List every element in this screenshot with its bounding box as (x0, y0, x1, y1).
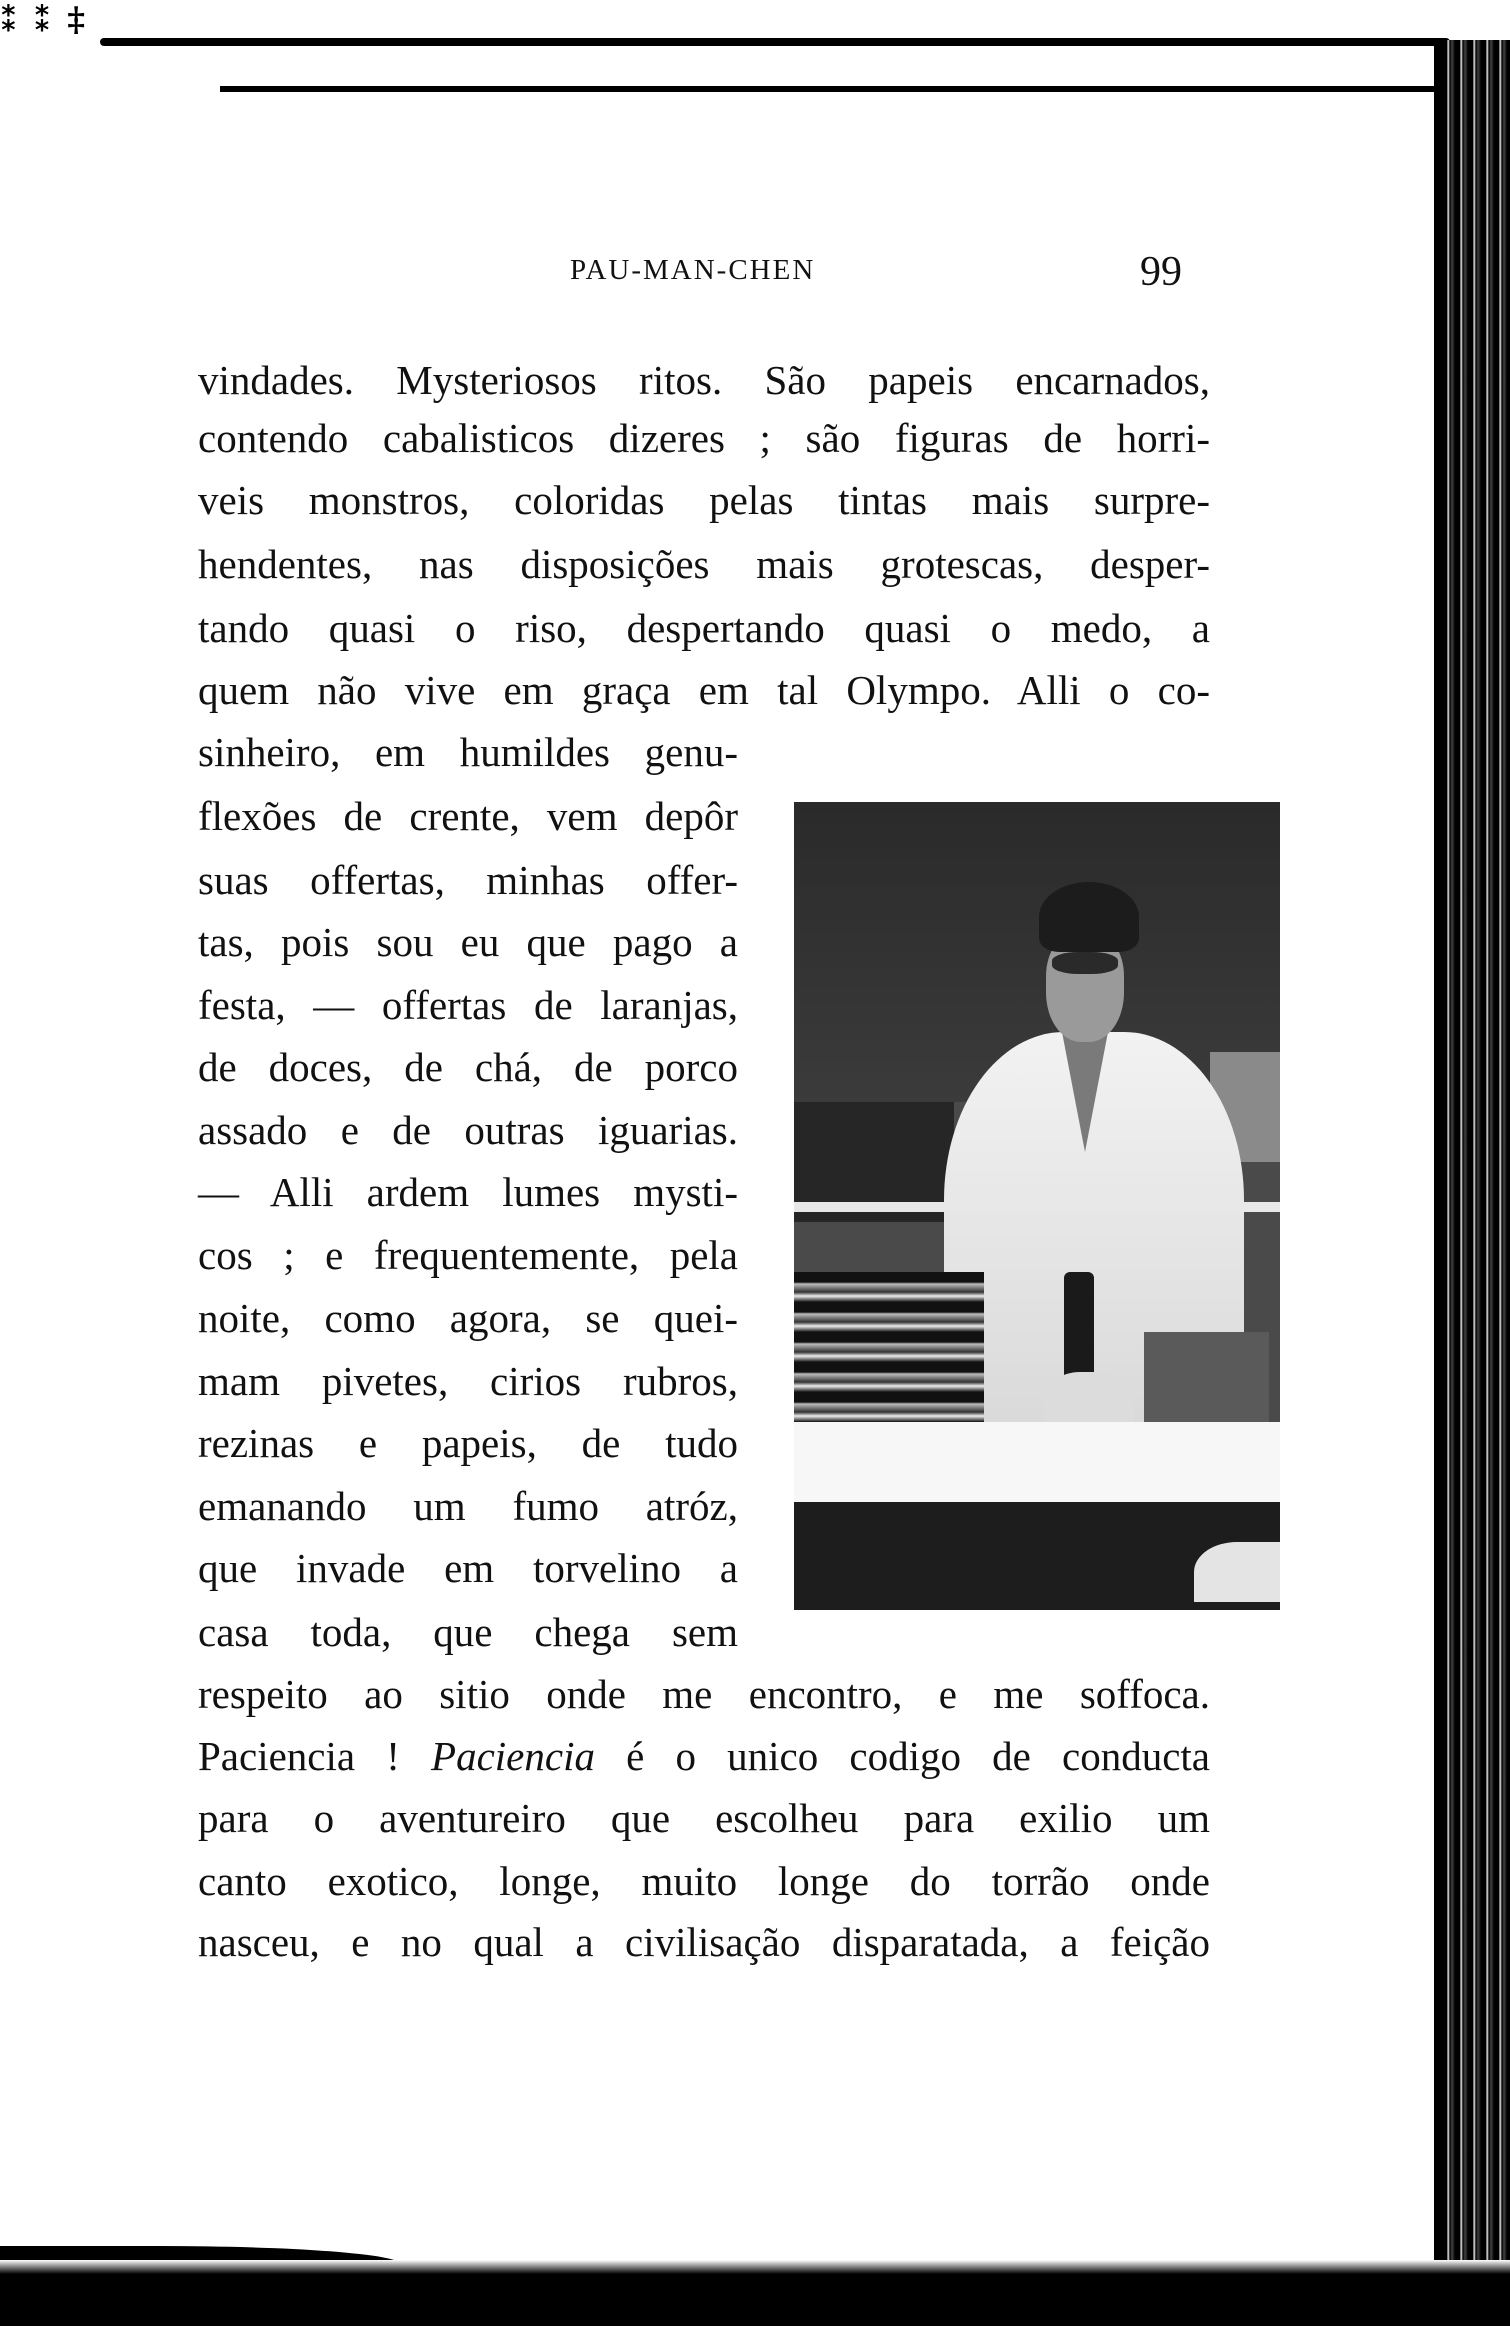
text-line: tas, pois sou eu que pago a (198, 919, 738, 965)
running-head (200, 248, 1220, 308)
text-line: de doces, de chá, de porco (198, 1044, 738, 1090)
text-line: para o aventureiro que escolheu para exilio um (198, 1795, 1210, 1841)
page-top-margin (0, 0, 1440, 95)
text-line-paciencia (198, 1733, 1210, 1779)
text-run: é o unico codigo de conducta (594, 1733, 1210, 1779)
text-line: que invade em torvelino a (198, 1545, 738, 1591)
text-line: casa toda, que chega sem (198, 1609, 738, 1655)
text-line: mam pivetes, cirios rubros, (198, 1358, 738, 1404)
bottom-book-edge (0, 2260, 1510, 2326)
text-run: Paciencia ! (198, 1733, 432, 1779)
photograph (794, 802, 1280, 1610)
text-line: emanando um fumo atróz, (198, 1483, 738, 1529)
text-line: tando quasi o riso, despertando quasi o medo, a (198, 605, 1210, 651)
text-line: cos ; e frequentemente, pela (198, 1232, 738, 1278)
top-book-edge (100, 38, 1450, 46)
top-book-edge-shadow (220, 86, 1440, 92)
text-line: sinheiro, em humildes genu- (198, 729, 738, 775)
text-line: rezinas e papeis, de tudo (198, 1420, 738, 1466)
text-line: veis monstros, coloridas pelas tintas mais surpre- (198, 477, 1210, 523)
text-line: respeito ao sitio onde me encontro, e me soffoca. (198, 1671, 1210, 1717)
right-book-edge-shadow (1434, 40, 1442, 2326)
running-title: PAU-MAN-CHEN (570, 254, 816, 286)
text-line: assado e de outras iguarias. (198, 1107, 738, 1153)
text-line: flexões de crente, vem depôr (198, 793, 738, 839)
text-line: vindades. Mysteriosos ritos. São papeis encarnados, (198, 357, 1210, 403)
photo-shelf (794, 1272, 984, 1422)
photo-figure-hat (1039, 882, 1139, 952)
text-line: — Alli ardem lumes mysti- (198, 1169, 738, 1215)
photo-figure-shadow (1052, 952, 1118, 974)
text-line: noite, como agora, se quei- (198, 1295, 738, 1341)
page-number: 99 (1140, 249, 1182, 295)
text-line: hendentes, nas disposições mais grotescas, desper- (198, 541, 1210, 587)
photo-bowl (1194, 1542, 1280, 1602)
text-line: nasceu, e no qual a civilisação disparatada, a feição (198, 1919, 1210, 1965)
text-line: canto exotico, longe, muito longe do torrão onde (198, 1858, 1210, 1904)
text-line: suas offertas, minhas offer- (198, 857, 738, 903)
text-line: festa, — offertas de laranjas, (198, 982, 738, 1028)
text-line: contendo cabalisticos dizeres ; são figuras de horri- (198, 415, 1210, 461)
italic-word: Paciencia (431, 1733, 595, 1779)
photo-counter-edge (794, 1202, 1280, 1212)
right-book-edge (1442, 40, 1510, 2326)
corner-ornament-icon: ⁑ ⁑ ‡ (0, 0, 88, 40)
text-line: quem não vive em graça em tal Olympo. Alli o co- (198, 667, 1210, 713)
